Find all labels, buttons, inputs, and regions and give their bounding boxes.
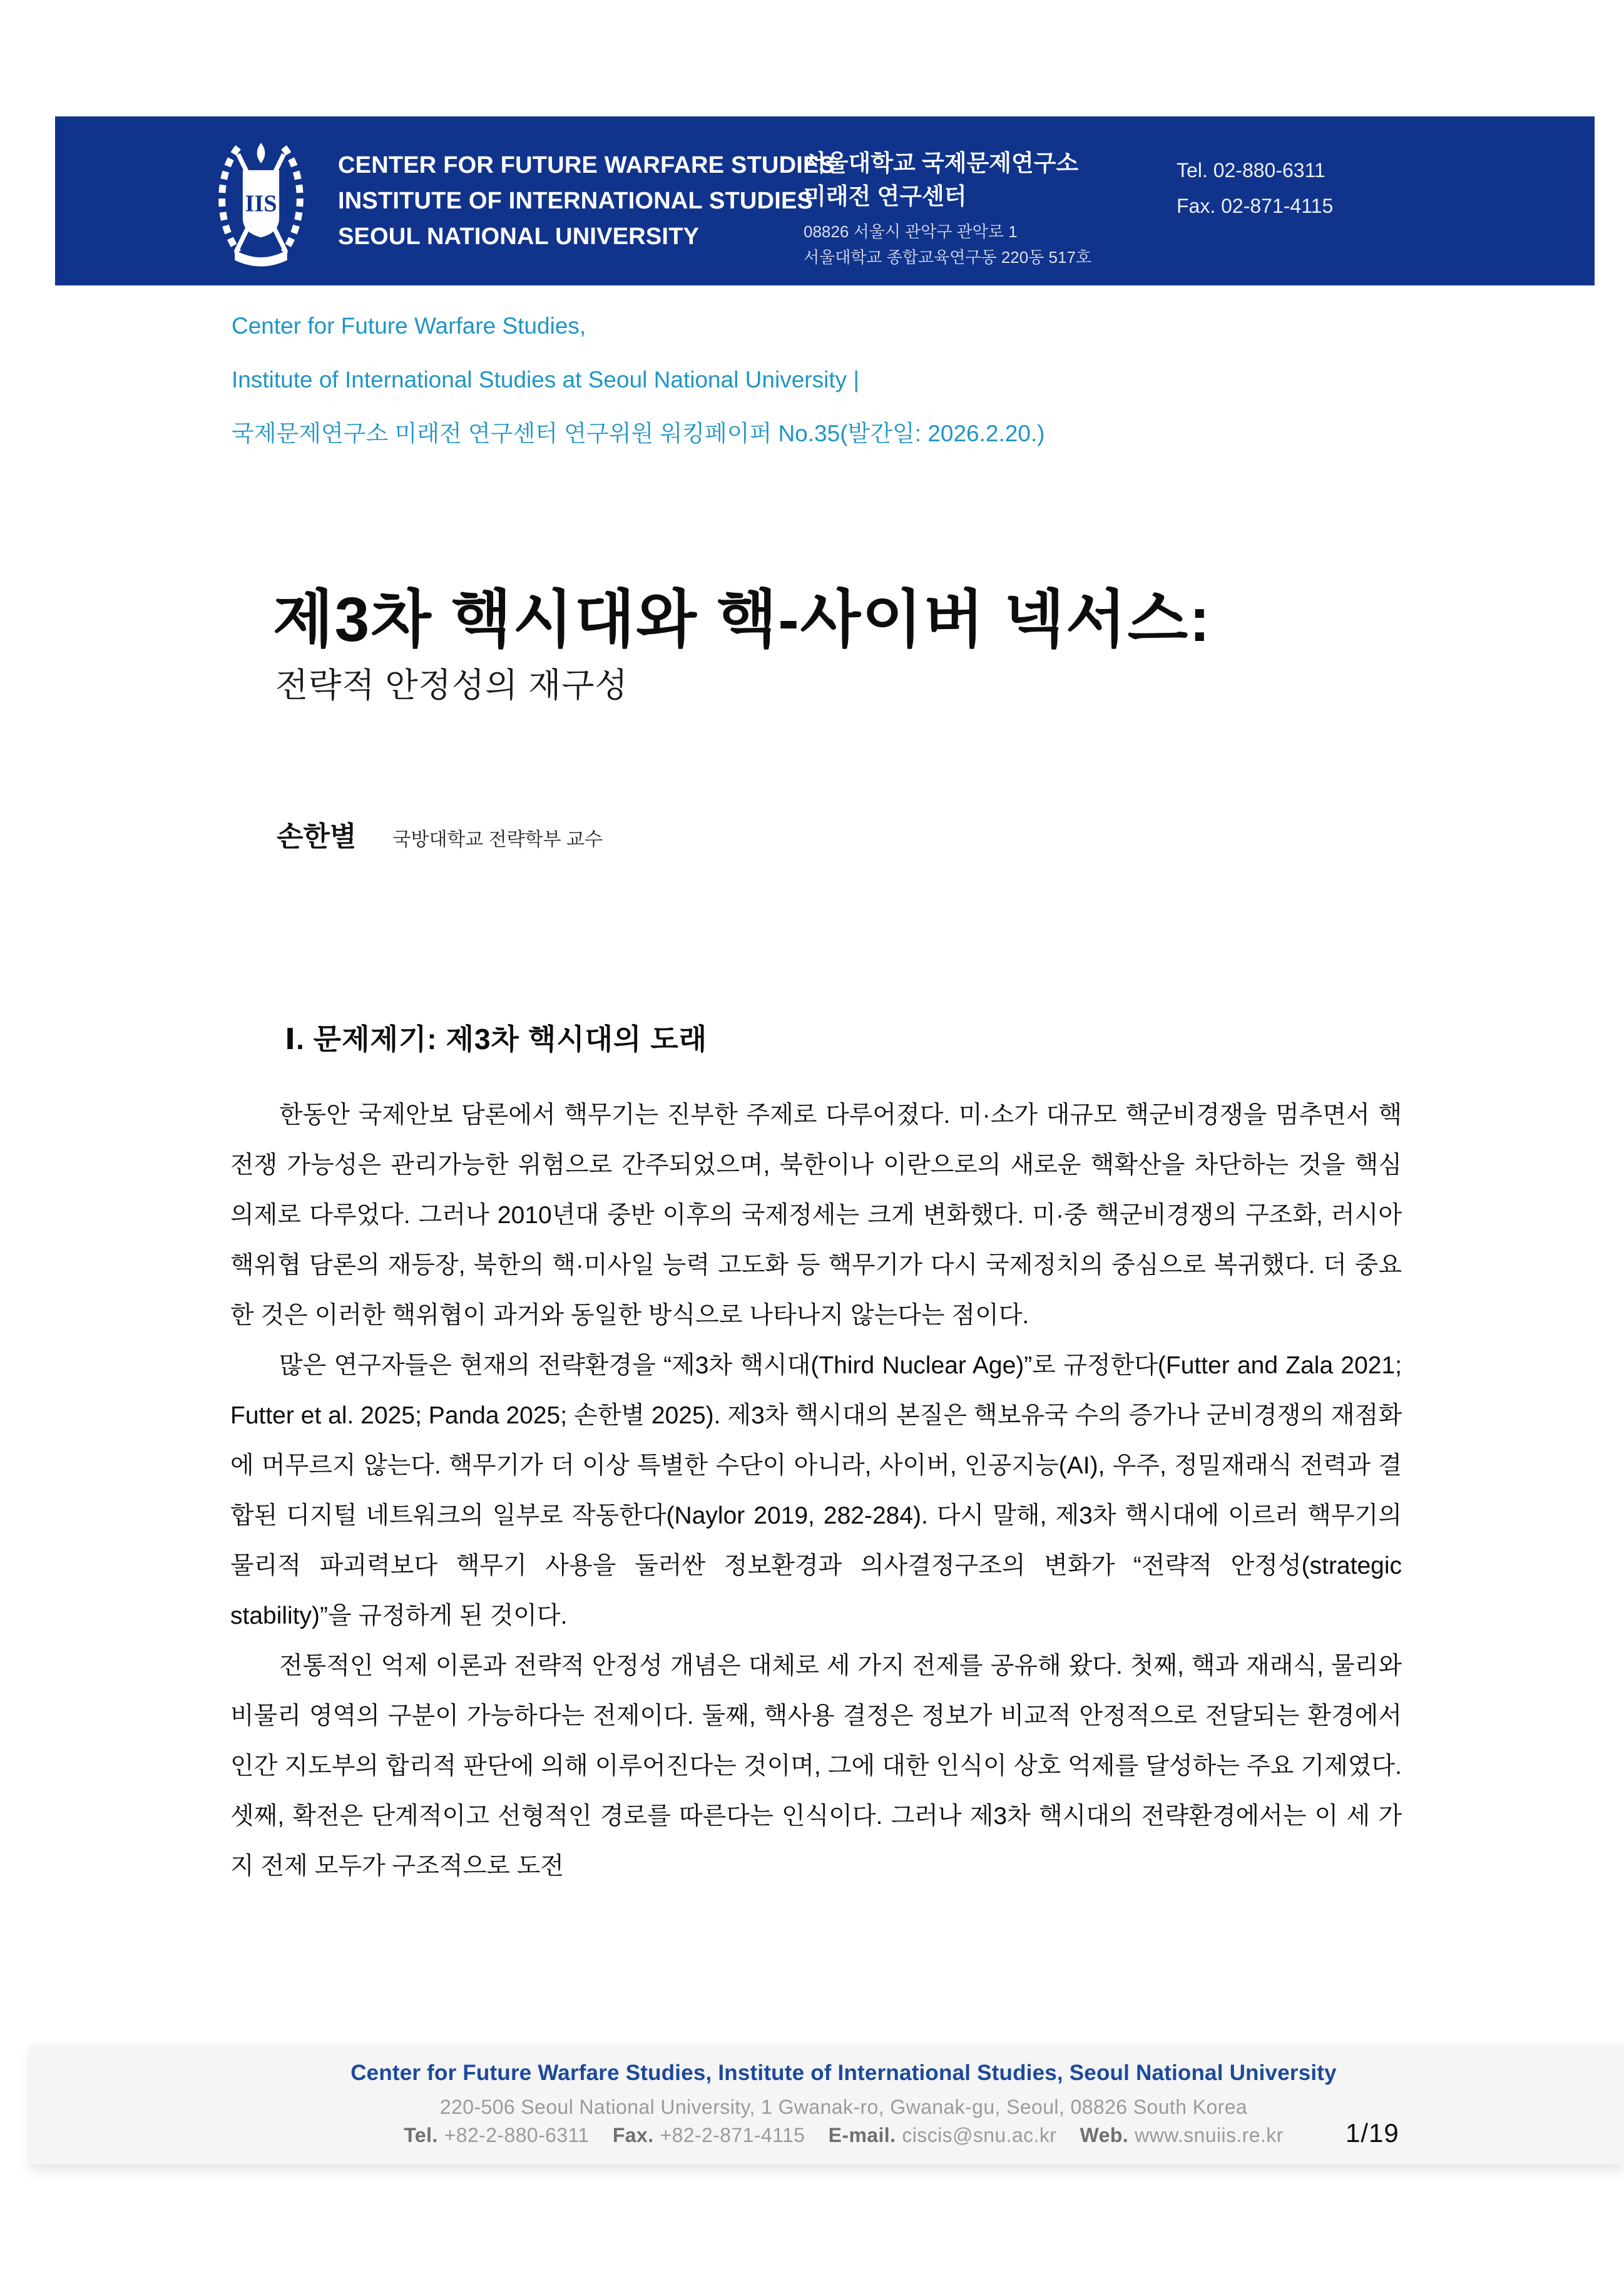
page-number: 1/19: [1346, 2118, 1399, 2148]
author-line: [277, 814, 603, 854]
org-address: [804, 219, 1091, 270]
org-name-korean: [804, 146, 1091, 270]
author-name: 손한별: [277, 821, 357, 852]
footer-fax-label: Fax.: [612, 2124, 654, 2146]
footer-tel-value: +82-2-880-6311: [444, 2124, 590, 2146]
body-paragraph: 한동안 국제안보 담론에서 핵무기는 진부한 주제로 다루어졌다. 미·소가 대규모 핵군비경쟁을 멈추면서 핵전쟁 가능성은 관리가능한 위험으로 간주되었으며, 북한이나 이란으로의 새로운 핵확산을 차단하는 것을 핵심 의제로 다루었다. 그러나 2010년대 중반 이후의 국제정세는 크게 변화했다. 미·중 핵군비경쟁의 구조화, 러시아 핵위협 담론의 재등장, 북한의 핵·미사일 능력 고도화 등 핵무기가 다시 국제정치의 중심으로 복귀했다. 더 중요한 것은 이러한 핵위협이 과거와 동일한 방식으로 나타나지 않는다는 점이다.: [230, 1102, 1402, 1329]
body-paragraph: 많은 연구자들은 현재의 전략환경을 “제3차 핵시대(Third Nuclear Age)”로 규정한다(Futter and Zala 2021; Futter et al. 2025; Panda 2025; 손한별 2025). 제3차 핵시대의 본질은 핵보유국 수의 증가나 군비경쟁의 재점화에 머무르지 않는다. 핵무기가 더 이상 특별한 수단이 아니라, 사이버, 인공지능(AI), 우주, 정밀재래식 전력과 결합된 디지털 네트워크의 일부로 작동한다(Naylor 2019, 282-284). 다시 말해, 제3차 핵시대에 이르러 핵무기의 물리적 파괴력보다 핵무기 사용을 둘러싼 정보환경과 의사결정구조의 변화가 “전략적 안정성(strategic stability)”을 규정하게 된 것이다.: [230, 1352, 1402, 1629]
banner-contact: [1177, 153, 1333, 224]
footer-fax: [613, 2124, 805, 2147]
footer-tel-label: Tel.: [404, 2124, 438, 2146]
header-banner: [55, 116, 1595, 285]
org-name-line: INSTITUTE OF INTERNATIONAL STUDIES: [338, 188, 814, 214]
footer-tel: [404, 2124, 589, 2147]
org-name-english: [338, 148, 835, 255]
org-name-line: SEOUL NATIONAL UNIVERSITY: [338, 223, 700, 250]
fax-number: Fax. 02-871-4115: [1177, 195, 1334, 217]
footer-email-label: E-mail.: [828, 2124, 896, 2146]
footer-fax-value: +82-2-871-4115: [660, 2124, 805, 2146]
org-kr-line2: 미래전 연구센터: [804, 183, 967, 209]
footer-email: [829, 2124, 1057, 2147]
org-address-line2: 서울대학교 종합교육연구동 220동 517호: [804, 248, 1092, 267]
org-address-line1: 08826 서울시 관악구 관악로 1: [804, 222, 1018, 241]
footer-address: 220-506 Seoul National University, 1 Gwanak-ro, Gwanak-gu, Seoul, 08826 South Korea: [439, 2096, 1248, 2118]
logo-iis-text: IIS: [245, 190, 277, 217]
paper-title: 제3차 핵시대와 핵-사이버 넥서스:: [273, 585, 1212, 655]
snu-iis-logo: [204, 134, 318, 268]
org-name-line: CENTER FOR FUTURE WARFARE STUDIES: [338, 152, 835, 178]
footer-web-label: Web.: [1080, 2124, 1129, 2146]
tel-number: Tel. 02-880-6311: [1177, 159, 1325, 182]
working-paper-info: 국제문제연구소 미래전 연구센터 연구위원 워킹페이퍼 No.35(발간일: 2026.2.20.): [232, 421, 1045, 446]
masthead: [232, 299, 1045, 461]
body-text: [230, 1090, 1402, 1892]
footer-web: [1080, 2124, 1284, 2147]
footer-web-value: www.snuiis.re.kr: [1135, 2124, 1284, 2146]
body-paragraph: 전통적인 억제 이론과 전략적 안정성 개념은 대체로 세 가지 전제를 공유해 왔다. 첫째, 핵과 재래식, 물리와 비물리 영역의 구분이 가능하다는 전제이다. 둘째, 핵사용 결정은 정보가 비교적 안정적으로 전달되는 환경에서 인간 지도부의 합리적 판단에 의해 이루어진다는 것이며, 그에 대한 인식이 상호 억제를 달성하는 주요 기제였다. 셋째, 확전은 단계적이고 선형적인 경로를 따른다는 인식이다. 그러나 제3차 핵시대의 전략환경에서는 이 세 가지 전제 모두가 구조적으로 도전: [230, 1653, 1402, 1880]
masthead-line2: Institute of International Studies at Seoul National University |: [232, 367, 859, 392]
footer-email-value: ciscis@snu.ac.kr: [902, 2124, 1057, 2146]
section-heading: Ⅰ. 문제제기: 제3차 핵시대의 도래: [285, 1023, 708, 1056]
masthead-line1: Center for Future Warfare Studies,: [232, 313, 586, 339]
org-kr-line1: 서울대학교 국제문제연구소: [804, 150, 1079, 176]
footer-org-name: Center for Future Warfare Studies, Institute of International Studies, Seoul National University: [350, 2061, 1337, 2085]
paper-subtitle: 전략적 안정성의 재구성: [275, 667, 628, 704]
author-affiliation: 국방대학교 전략학부 교수: [392, 829, 603, 850]
